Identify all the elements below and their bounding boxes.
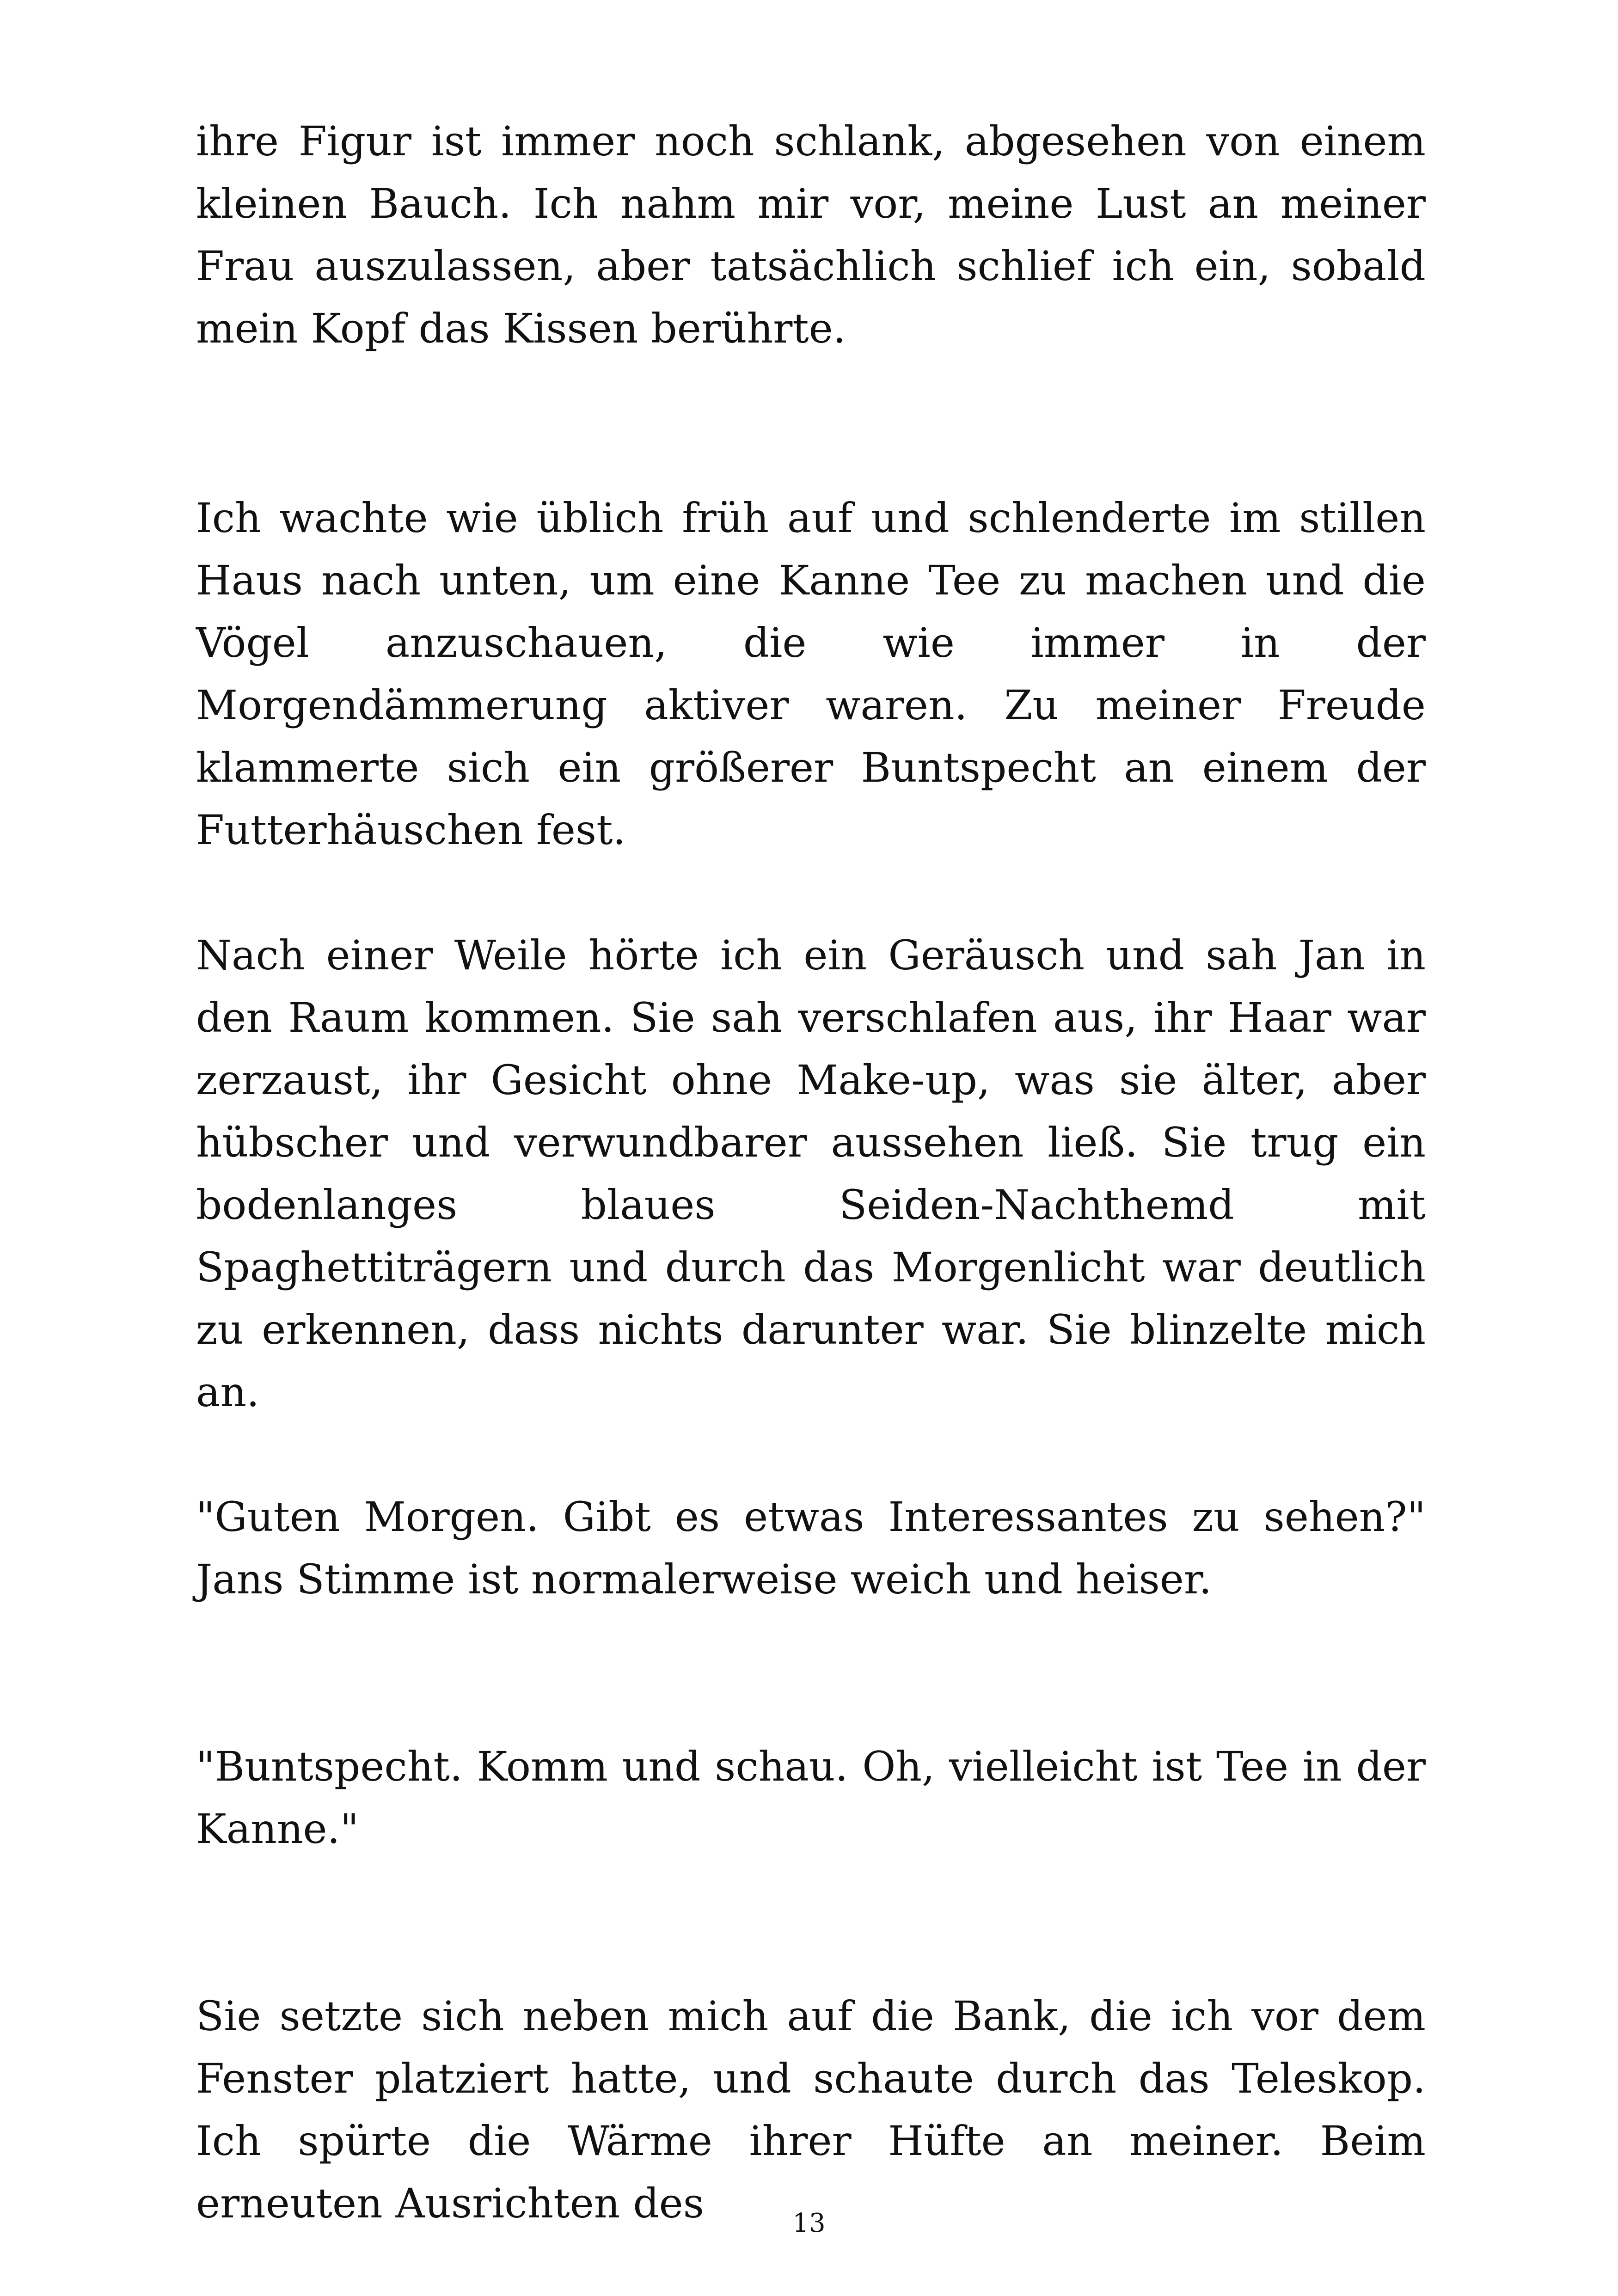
page-number: 13 [792, 2208, 826, 2238]
paragraph-1: ihre Figur ist immer noch schlank, abgesehen von einem kleinen Bauch. Ich nahm mir vor, meine Lust an meiner Frau auszulassen, aber tatsächlich schlief ich ein, sobald mein Kopf das Kissen berührte. [196, 117, 1426, 352]
paragraph-5: "Buntspecht. Komm und schau. Oh, vielleicht ist Tee in der Kanne." [196, 1743, 1426, 1853]
paragraph-6: Sie setzte sich neben mich auf die Bank, die ich vor dem Fenster platziert hatte, und schaute durch das Teleskop. Ich spürte die Wärme ihrer Hüfte an meiner. Beim erneuten Ausrichten des [196, 1992, 1426, 2227]
paragraph-4: "Guten Morgen. Gibt es etwas Interessantes zu sehen?" Jans Stimme ist normalerweise weich und heiser. [196, 1493, 1426, 1603]
paragraph-3: Nach einer Weile hörte ich ein Geräusch und sah Jan in den Raum kommen. Sie sah verschlafen aus, ihr Haar war zerzaust, ihr Gesicht ohne Make-up, was sie älter, aber hübscher und verwundbarer aussehen ließ. Sie trug ein bodenlanges blaues Seiden-Nachthemd mit Spaghettiträgern und durch das Morgenlicht war deutlich zu erkennen, dass nichts darunter war. Sie blinzelte mich an. [196, 931, 1426, 1416]
paragraph-2: Ich wachte wie üblich früh auf und schlenderte im stillen Haus nach unten, um eine Kanne Tee zu machen und die Vögel anzuschauen, die wie immer in der Morgendämmerung aktiver waren. Zu meiner Freude klammerte sich ein größerer Buntspecht an einem der Futterhäuschen fest. [196, 494, 1426, 854]
